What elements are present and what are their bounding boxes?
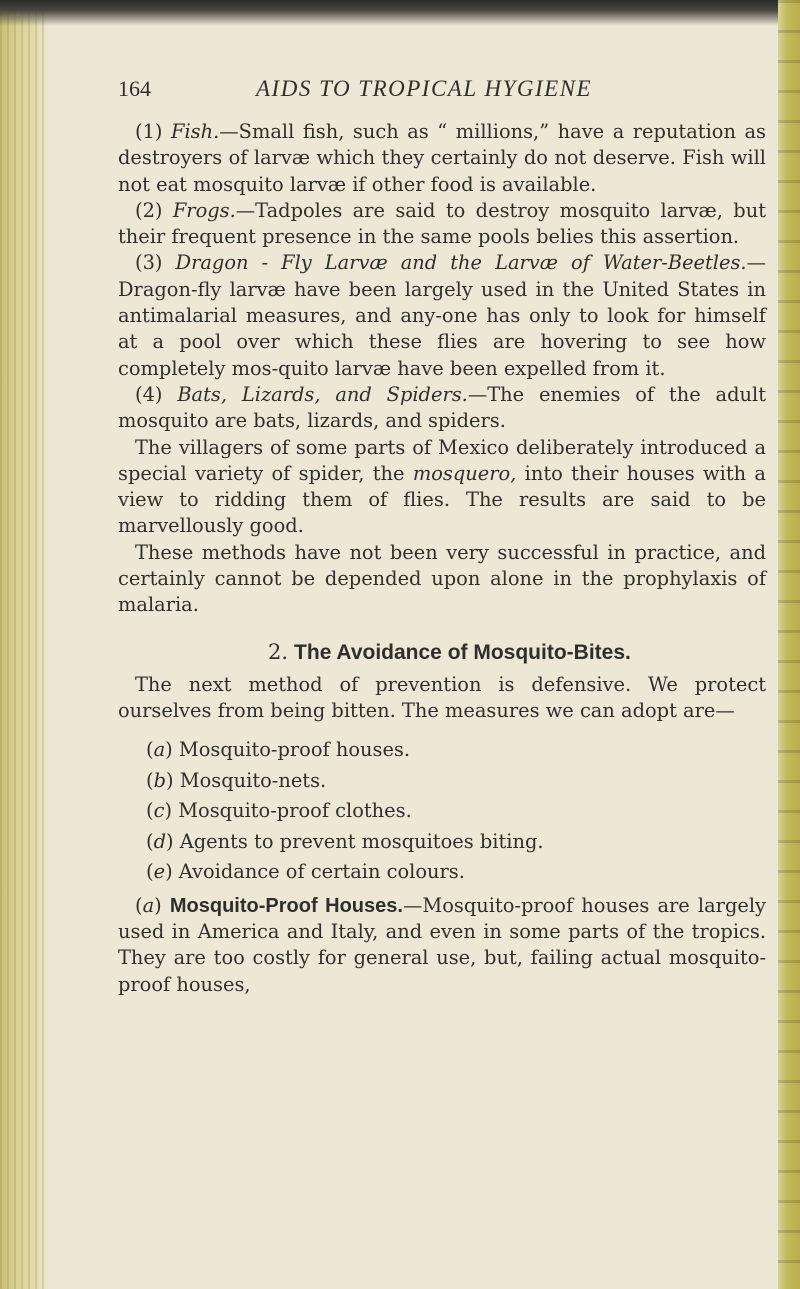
measures-list [118,735,766,888]
list-item: (a) Mosquito-proof houses. [146,738,411,762]
paragraph-fish: (1) Fish.—Small fish, such as “ millions,” have a reputation as destroyers of larvæ which they certainly do not deserve. Fish will not eat mosquito larvæ if other food is available. [118,120,766,196]
paragraph-defensive: The next method of prevention is defensive. We protect ourselves from being bitten. The measures we can adopt are— [118,672,766,722]
running-title: AIDS TO TROPICAL HYGIENE [256,76,593,101]
paragraph-methods: These methods have not been very successful in practice, and certainly cannot be depended upon alone in the prophylaxis of malaria. [118,540,766,617]
page-number: 164 [118,76,151,101]
book-page [118,76,766,998]
paragraph-bats: (4) Bats, Lizards, and Spiders.—The enemies of the adult mosquito are bats, lizards, and spiders. [118,382,766,433]
list-item: (b) Mosquito-nets. [146,768,327,792]
item-title-fish: Fish. [171,120,220,143]
page-edge-right [778,0,800,1289]
item-title-bats: Bats, Lizards, and Spiders. [177,382,468,406]
item-title-frogs: Frogs. [172,198,236,222]
subheading-mosquito-proof-houses: Mosquito-Proof Houses. [169,894,403,917]
paragraph-mexico: The villagers of some parts of Mexico deliberately introduced a special variety of spider, the mosquero, into their houses with a view to ridding them of flies. The results are said to be marvellously good. [118,435,766,538]
page-top-shadow [0,0,800,26]
paragraph-mosquito-proof-houses: (a) Mosquito-Proof Houses.—Mosquito-proof houses are largely used in America and Italy, and even in some parts of the tropics. They are too costly for general use, but, failing actual mosquito-proof houses, [118,893,766,996]
book-gutter-left [0,0,48,1289]
item-title-dragonfly: Dragon - Fly Larvæ and the Larvæ of Water-Beetles. [175,251,747,275]
running-head [118,76,766,112]
list-item: (e) Avoidance of certain colours. [146,860,465,884]
list-item: (d) Agents to prevent mosquitoes biting. [146,829,544,853]
list-item: (c) Mosquito-proof clothes. [146,799,412,823]
term-mosquero: mosquero, [412,461,517,485]
paragraph-frogs: (2) Frogs.—Tadpoles are said to destroy mosquito larvæ, but their frequent presence in the same pools belies this assertion. [118,198,766,249]
section-heading: 2. The Avoidance of Mosquito-Bites. [268,639,631,664]
paragraph-dragonfly: (3) Dragon - Fly Larvæ and the Larvæ of Water-Beetles.—Dragon-fly larvæ have been largely used in the United States in antimalarial measures, and any-one has only to look for himself at a pool over which these flies are hovering to see how completely mos-quito larvæ have been expelled from it. [118,251,766,380]
